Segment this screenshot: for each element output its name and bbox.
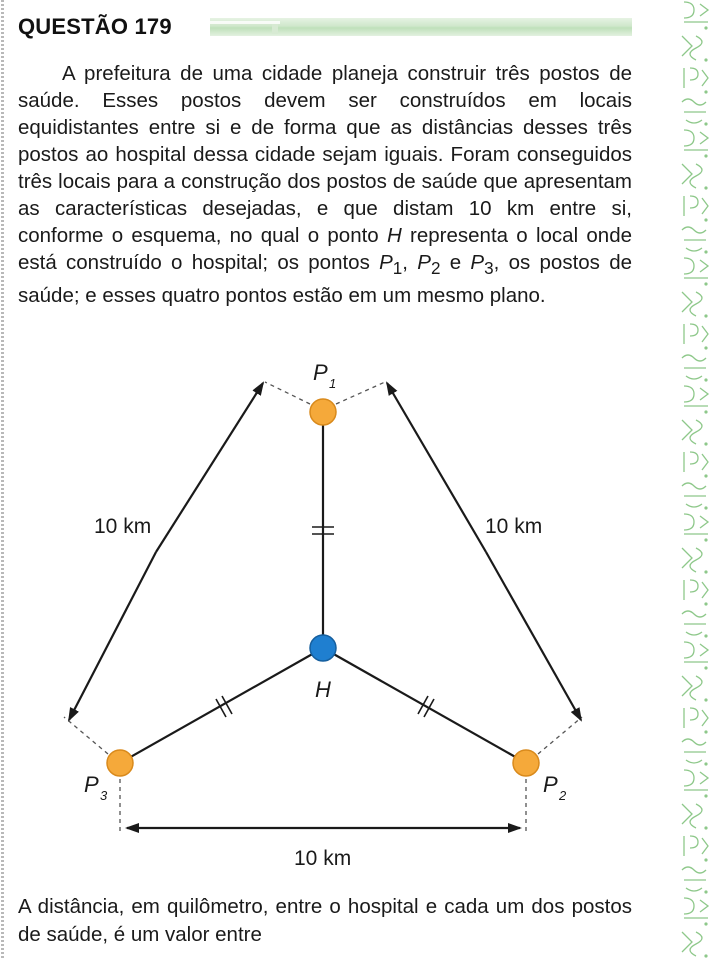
question-title: QUESTÃO 179 [18, 14, 172, 39]
border-dot [704, 538, 707, 541]
segment-h-p2 [323, 648, 526, 763]
border-motif [682, 36, 702, 60]
label-p1: P [313, 360, 328, 385]
border-dot [704, 858, 707, 861]
border-motif [682, 164, 702, 188]
border-dot [704, 762, 707, 765]
border-dot [704, 698, 707, 701]
border-motif [682, 676, 702, 700]
question-statement [18, 60, 632, 309]
statement-p1-subscript: 1 [392, 259, 403, 279]
border-dot [704, 890, 707, 893]
border-motif [684, 580, 708, 600]
statement-text-a: A prefeitura de uma cidade planeja construir três postos de saúde. Esses postos devem ser construídos em locais equidistantes entre si e de forma que as distâncias desses três postos ao hospital dessa cidade sejam iguais. Foram conseguidos três locais para a construção dos postos de saúde que apresentam as características desejadas, e que distam 10 km entre si, conforme o esquema, no qual o ponto [18, 62, 632, 247]
border-dot [704, 218, 707, 221]
border-dot [704, 922, 707, 925]
border-dot [704, 442, 707, 445]
border-motif [684, 770, 708, 790]
title-decor-highlight [210, 21, 280, 24]
posto-p1 [310, 399, 336, 425]
border-dot [704, 410, 707, 413]
border-dot [704, 954, 707, 957]
border-dot [704, 250, 707, 253]
statement-p2-subscript: 2 [430, 259, 441, 279]
border-motif [684, 452, 708, 472]
border-dot [704, 474, 707, 477]
segment-h-p3 [120, 648, 323, 763]
border-motif [684, 324, 708, 344]
border-dot [704, 730, 707, 733]
border-motif [684, 258, 708, 278]
dimension-arrow-right [486, 552, 581, 720]
decorative-side-border [676, 0, 712, 958]
border-motif [682, 227, 706, 251]
border-motif [684, 196, 708, 216]
statement-text-c: , os postos de saúde; e esses quatro pontos estão em um mesmo plano. [18, 251, 632, 308]
hospital-h [310, 635, 336, 661]
border-motif [682, 355, 706, 379]
border-motif [684, 836, 708, 856]
border-dot [704, 26, 707, 29]
border-dot [704, 122, 707, 125]
border-motif [684, 68, 708, 88]
dimension-arrow-left-top [156, 383, 263, 552]
label-p3-sub: 3 [100, 788, 108, 803]
border-dot [704, 666, 707, 669]
question-header [18, 10, 632, 46]
border-motif [684, 708, 708, 728]
question-prompt [18, 893, 632, 949]
border-dot [704, 314, 707, 317]
border-motif [682, 420, 702, 444]
border-motif [684, 514, 708, 534]
border-motif [684, 2, 708, 22]
label-p3: P [84, 772, 99, 797]
border-motif [682, 867, 706, 891]
border-dot [704, 634, 707, 637]
border-dot [704, 794, 707, 797]
border-motif [684, 130, 708, 150]
label-p2-sub: 2 [559, 788, 567, 803]
border-dot [704, 58, 707, 61]
side-border-pattern [676, 0, 712, 958]
distance-label-right: 10 km [485, 515, 543, 538]
border-dot [704, 826, 707, 829]
border-motif [682, 932, 702, 956]
title-decor-notch [272, 24, 278, 34]
border-motif [684, 386, 708, 406]
question-prompt-text: A distância, em quilômetro, entre o hospital e cada um dos postos de saúde, é um valor entre [18, 895, 632, 946]
posto-p3 [107, 750, 133, 776]
label-p2: P [543, 772, 558, 797]
geometry-diagram [0, 345, 660, 875]
border-dot [704, 154, 707, 157]
statement-p3-subscript: 3 [484, 259, 494, 279]
border-dot [704, 282, 707, 285]
statement-point-p1: P [379, 251, 393, 274]
border-motif [682, 804, 702, 828]
statement-sep-2: e [440, 251, 471, 274]
statement-point-h: H [386, 224, 402, 247]
statement-text-b: representa o local onde está construído o hospital; os pontos [18, 224, 632, 274]
dimension-arrow-left [69, 552, 156, 720]
border-dot [704, 378, 707, 381]
dimension-arrow-right-top [387, 383, 486, 552]
border-dot [704, 570, 707, 573]
statement-sep-1: , [402, 251, 418, 274]
label-p1-sub: 1 [329, 376, 337, 391]
border-dot [704, 346, 707, 349]
border-motif [684, 642, 708, 662]
border-motif [682, 611, 706, 635]
border-motif [682, 739, 706, 763]
border-dot [704, 506, 707, 509]
posto-p2 [513, 750, 539, 776]
label-h: H [315, 677, 331, 702]
border-dot [704, 186, 707, 189]
distance-label-left: 10 km [94, 515, 152, 538]
statement-point-p3: P [470, 251, 485, 274]
border-motif [682, 292, 702, 316]
statement-point-p2: P [417, 251, 431, 274]
border-dot [704, 90, 707, 93]
border-motif [682, 99, 706, 123]
distance-label-bottom: 10 km [294, 847, 352, 870]
border-motif [682, 548, 702, 572]
border-motif [682, 483, 706, 507]
border-motif [684, 898, 708, 918]
border-dot [704, 602, 707, 605]
